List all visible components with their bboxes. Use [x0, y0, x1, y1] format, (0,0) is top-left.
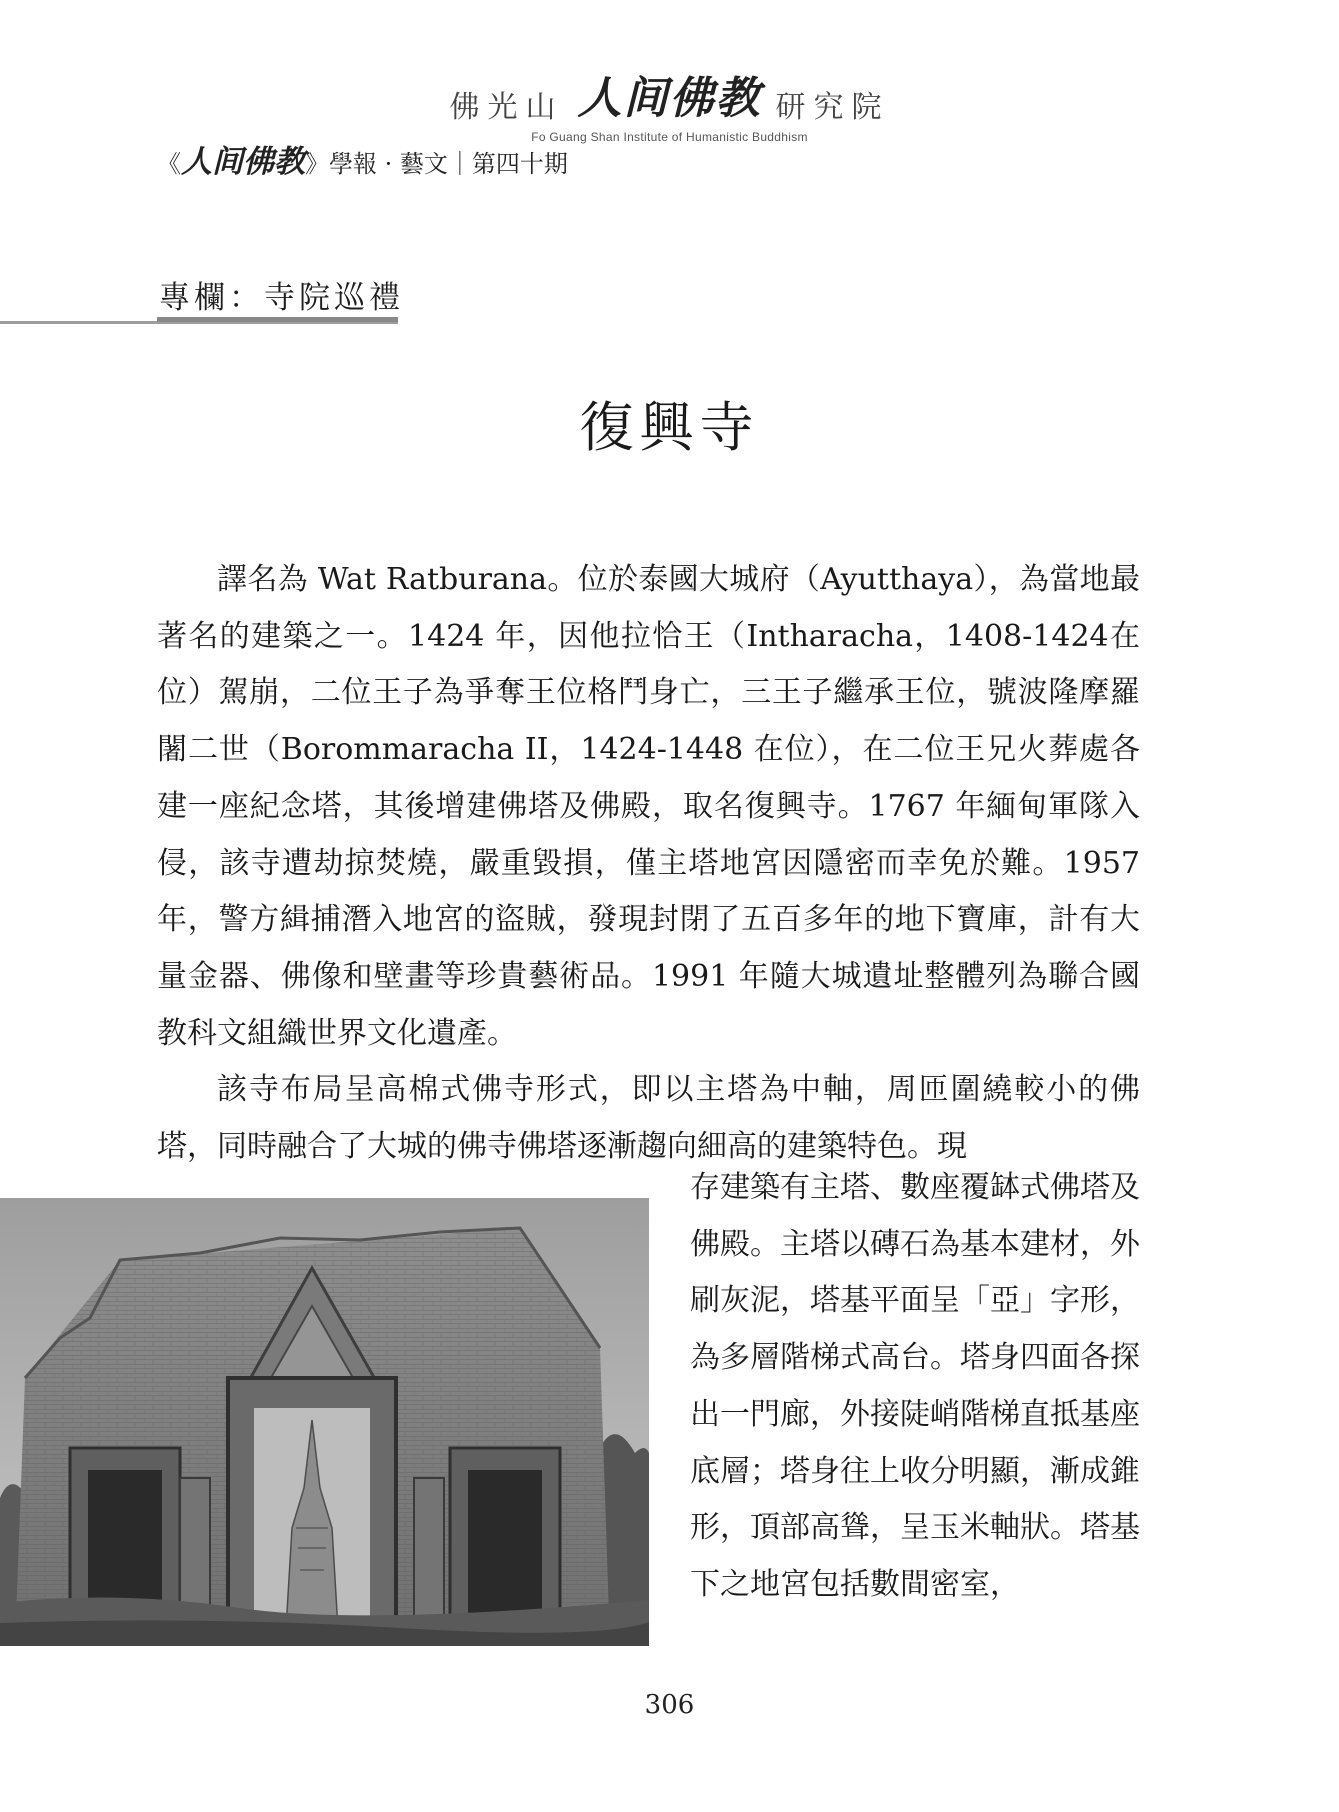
article-body	[157, 552, 1140, 1176]
institute-name-suffix: 研究院	[775, 90, 890, 125]
body-paragraph-1: 譯名為 Wat Ratburana。位於泰國大城府（Ayutthaya），為當地最著名的建築之一。1424 年，因他拉恰王（Intharacha，1408-1424在位）駕崩，二位王子為爭奪王位格鬥身亡，三王子繼承王位，號波隆摩羅闍二世（Borommaracha II，1424-1448 在位），在二位王兄火葬處各建一座紀念塔，其後增建佛塔及佛殿，取名復興寺。1767 年緬甸軍隊入侵，該寺遭劫掠焚燒，嚴重毀損，僅主塔地宮因隱密而幸免於難。1957 年，警方緝捕潛入地宮的盜賊，發現封閉了五百多年的地下寶庫，計有大量金器、佛像和壁畫等珍貴藝術品。1991 年隨大城遺址整體列為聯合國教科文組織世界文化遺產。	[157, 562, 1140, 1051]
institute-name	[450, 62, 890, 126]
journal-open-bracket: 《	[157, 150, 181, 178]
institute-english-name: Fo Guang Shan Institute of Humanistic Buddhism	[531, 130, 808, 144]
institute-header	[0, 62, 1339, 144]
page-number: 306	[644, 1690, 695, 1720]
body-paragraph-2: 該寺布局呈高棉式佛寺形式，即以主塔為中軸，周匝圍繞較小的佛塔，同時融合了大城的佛寺佛塔逐漸趨向細高的建築特色。現	[157, 1072, 1140, 1165]
institute-name-prefix: 佛光山	[449, 90, 564, 125]
journal-issue-info: 》學報 · 藝文｜第四十期	[305, 150, 568, 178]
article-title: 復興寺	[579, 396, 760, 459]
journal-running-head	[157, 136, 568, 181]
column-underline-divider	[0, 321, 398, 324]
journal-brand-logo: 人间佛教	[181, 144, 305, 180]
column-label: 專欄：寺院巡禮	[159, 280, 404, 316]
institute-calligraphy-logo: 人间佛教	[577, 73, 762, 124]
temple-ruins-photo	[0, 1198, 649, 1646]
wrapped-paragraph-continuation: 存建築有主塔、數座覆缽式佛塔及佛殿。主塔以磚石為基本建材，外刷灰泥，塔基平面呈「亞」字形，為多層階梯式高台。塔身四面各探出一門廊，外接陡峭階梯直抵基座底層；塔身往上收分明顯，漸成錐形，頂部高聳，呈玉米軸狀。塔基下之地宮包括數間密室，	[690, 1170, 1140, 1602]
